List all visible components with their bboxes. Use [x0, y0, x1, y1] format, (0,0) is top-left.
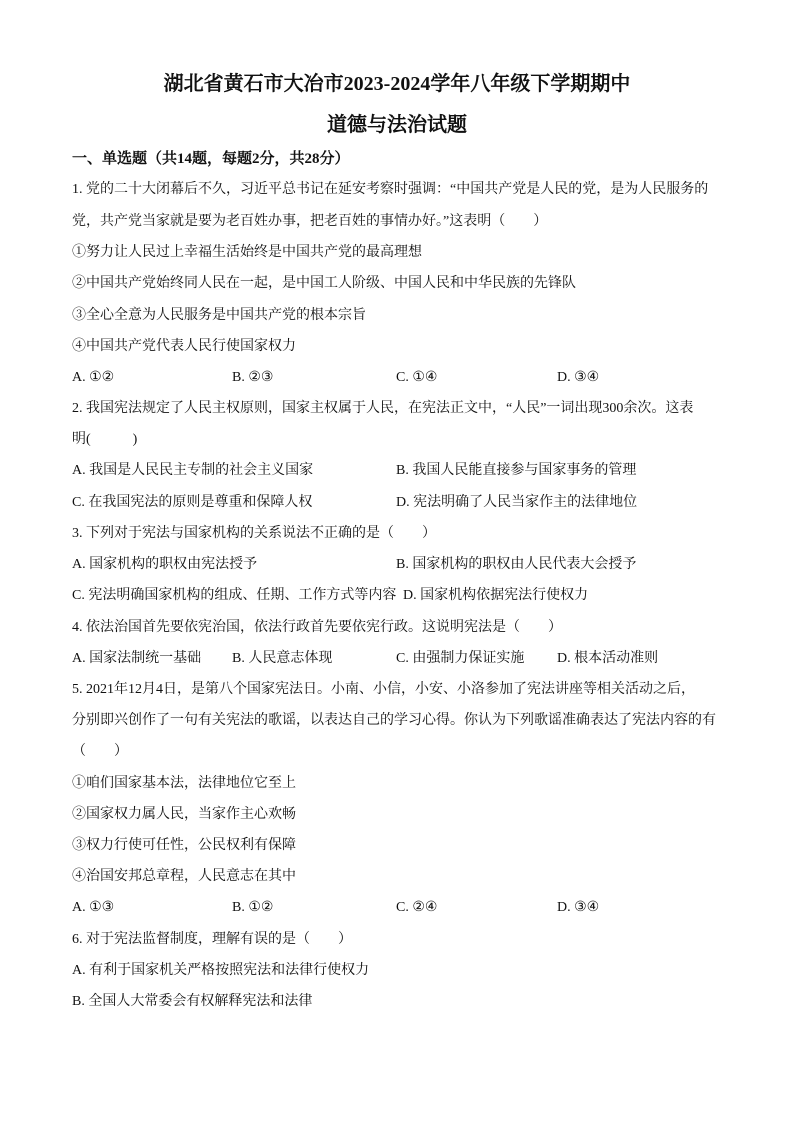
q6-option-b: B. 全国人大常委会有权解释宪法和法律 — [72, 994, 313, 1009]
q5-statement-2: ②国家权力属人民，当家作主心欢畅 — [72, 807, 296, 822]
q3-option-c: C. 宪法明确国家机构的组成、任期、工作方式等内容 — [72, 588, 397, 603]
q2-option-d: D. 宪法明确了人民当家作主的法律地位 — [396, 495, 638, 510]
q3-option-b: B. 国家机构的职权由人民代表大会授予 — [396, 557, 637, 572]
q3-option-a: A. 国家机构的职权由宪法授予 — [72, 557, 258, 572]
q1-option-d: D. ③④ — [557, 370, 600, 385]
q2-stem-line-2: 明( ) — [72, 432, 138, 447]
q1-statement-1: ①努力让人民过上幸福生活始终是中国共产党的最高理想 — [72, 245, 422, 260]
q5-option-d: D. ③④ — [557, 900, 600, 915]
q4-stem: 4. 依法治国首先要依宪治国，依法行政首先要依宪行政。这说明宪法是（ ） — [72, 620, 562, 635]
q2-option-a: A. 我国是人民民主专制的社会主义国家 — [72, 463, 314, 478]
q3-option-d: D. 国家机构依据宪法行使权力 — [403, 588, 589, 603]
q4-option-b: B. 人民意志体现 — [232, 651, 333, 666]
q5-option-c: C. ②④ — [396, 900, 438, 915]
q5-statement-3: ③权力行使可任性，公民权利有保障 — [72, 838, 296, 853]
q1-option-b: B. ②③ — [232, 370, 274, 385]
q1-statement-4: ④中国共产党代表人民行使国家权力 — [72, 339, 296, 354]
q6-option-a: A. 有利于国家机关严格按照宪法和法律行使权力 — [72, 963, 370, 978]
q1-statement-3: ③全心全意为人民服务是中国共产党的根本宗旨 — [72, 308, 366, 323]
q4-option-d: D. 根本活动准则 — [557, 651, 659, 666]
section-heading: 一、单选题（共14题，每题2分，共28分） — [72, 151, 350, 167]
q5-option-b: B. ①② — [232, 900, 274, 915]
q2-stem-line-1: 2. 我国宪法规定了人民主权原则，国家主权属于人民，在宪法正文中，“人民”一词出现300余次。这表 — [72, 401, 694, 416]
q4-option-c: C. 由强制力保证实施 — [396, 651, 525, 666]
exam-title-line-1: 湖北省黄石市大冶市2023-2024学年八年级下学期期中 — [163, 73, 631, 95]
exam-title-line-2: 道德与法治试题 — [327, 114, 467, 136]
q5-option-a: A. ①③ — [72, 900, 115, 915]
q3-stem: 3. 下列对于宪法与国家机构的关系说法不正确的是（ ） — [72, 526, 436, 541]
q1-stem-line-2: 党，共产党当家就是要为老百姓办事，把老百姓的事情办好。”这表明（ ） — [72, 214, 548, 229]
q2-option-c: C. 在我国宪法的原则是尊重和保障人权 — [72, 495, 313, 510]
q5-stem-line-2: 分别即兴创作了一句有关宪法的歌谣，以表达自己的学习心得。你认为下列歌谣准确表达了宪法内容的有 — [72, 713, 716, 728]
q5-statement-1: ①咱们国家基本法，法律地位它至上 — [72, 776, 296, 791]
q5-stem-line-3: （ ） — [72, 744, 128, 759]
q2-option-b: B. 我国人民能直接参与国家事务的管理 — [396, 463, 637, 478]
q6-stem: 6. 对于宪法监督制度，理解有误的是（ ） — [72, 932, 352, 947]
q5-statement-4: ④治国安邦总章程，人民意志在其中 — [72, 869, 296, 884]
q1-stem-line-1: 1. 党的二十大闭幕后不久，习近平总书记在延安考察时强调：“中国共产党是人民的党，是为人民服务的 — [72, 182, 709, 197]
q5-stem-line-1: 5. 2021年12月4日，是第八个国家宪法日。小南、小信，小安、小洛参加了宪法讲座等相关活动之后， — [72, 682, 695, 697]
q1-option-a: A. ①② — [72, 370, 115, 385]
q1-option-c: C. ①④ — [396, 370, 438, 385]
q4-option-a: A. 国家法制统一基础 — [72, 651, 202, 666]
q1-statement-2: ②中国共产党始终同人民在一起，是中国工人阶级、中国人民和中华民族的先锋队 — [72, 276, 576, 291]
